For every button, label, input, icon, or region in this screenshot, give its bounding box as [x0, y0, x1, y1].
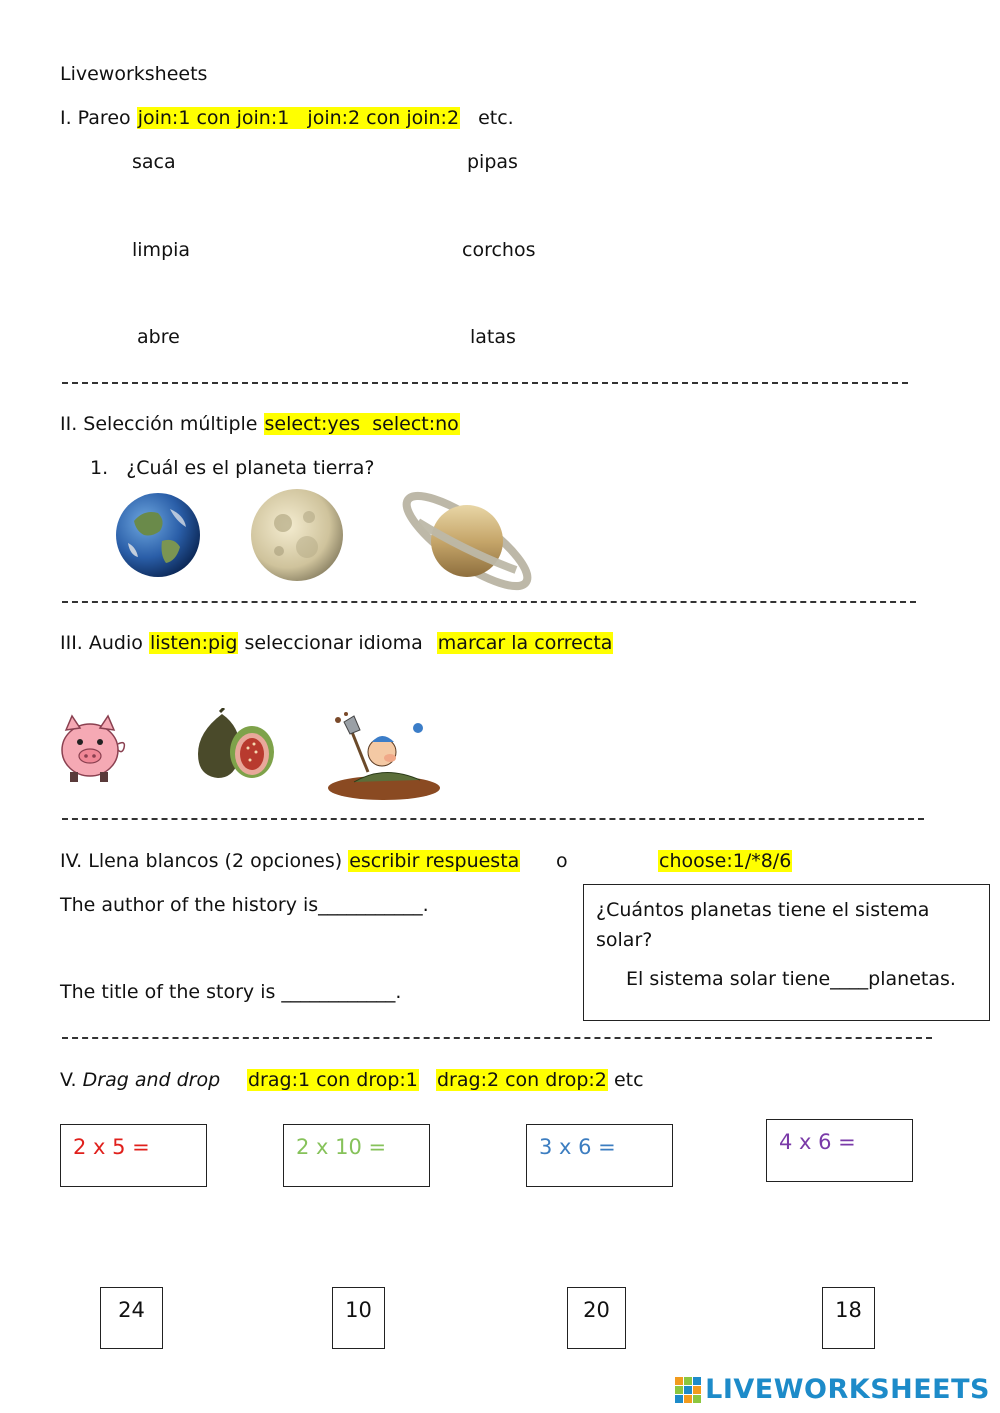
equation-1: 2 x 5 =: [73, 1135, 150, 1159]
divider: [62, 601, 916, 603]
match-left-item-3[interactable]: abre: [137, 326, 180, 348]
section-3-middle: seleccionar idioma: [244, 632, 423, 654]
question-1: [90, 457, 374, 479]
equation-4: 4 x 6 =: [779, 1130, 856, 1154]
fill-blank-title[interactable]: The title of the story is ____________.: [60, 981, 402, 1003]
planets-question: ¿Cuántos planetas tiene el sistema solar?: [596, 899, 930, 951]
section-4-heading: [60, 850, 520, 872]
equation-2: 2 x 10 =: [296, 1135, 387, 1159]
answer-value: 18: [835, 1298, 862, 1322]
answer-value: 10: [345, 1298, 372, 1322]
section-1-suffix: etc.: [478, 107, 514, 129]
fig-option[interactable]: [194, 708, 278, 780]
moon-option[interactable]: [249, 487, 345, 583]
match-left-item-2[interactable]: limpia: [132, 239, 191, 261]
digging-man-option[interactable]: [324, 712, 442, 802]
section-4-instruction-1: escribir respuesta: [349, 850, 520, 872]
section-3-instruction-2: marcar la correcta: [437, 632, 613, 654]
section-5-instruction-2-wrap: [436, 1069, 644, 1091]
liveworksheets-logo: [675, 1374, 990, 1405]
section-1-heading: [60, 107, 514, 129]
section-1-instructions: join:1 con join:1 join:2 con join:2: [137, 107, 460, 129]
question-number: 1.: [90, 457, 109, 479]
pig-option[interactable]: [58, 712, 128, 784]
logo-text: LIVEWORKSHEETS: [705, 1374, 990, 1405]
planets-question-box: [583, 884, 990, 1021]
divider: [62, 1037, 932, 1039]
section-2-prefix: II. Selección múltiple: [60, 413, 258, 435]
section-5-instruction-1: drag:1 con drop:1: [248, 1069, 418, 1091]
section-5-prefix: V.: [60, 1069, 77, 1091]
answer-value: 20: [583, 1298, 610, 1322]
section-4-or: o: [556, 850, 568, 872]
section-1-prefix: I. Pareo: [60, 107, 131, 129]
match-right-item-2[interactable]: corchos: [462, 239, 536, 261]
divider: [62, 818, 924, 820]
section-5-suffix: etc: [613, 1069, 644, 1091]
section-5-heading: [60, 1069, 220, 1091]
section-3-heading: [60, 632, 613, 654]
section-5-instruction-2: drag:2 con drop:2: [437, 1069, 607, 1091]
section-5-title: Drag and drop: [82, 1069, 221, 1091]
planets-answer[interactable]: El sistema solar tiene____planetas.: [626, 968, 956, 990]
fill-blank-author[interactable]: The author of the history is___________.: [60, 894, 429, 916]
section-3-prefix: III. Audio: [60, 632, 143, 654]
match-right-item-3[interactable]: latas: [470, 326, 516, 348]
divider: [62, 382, 908, 384]
drop-box-4[interactable]: [766, 1119, 913, 1182]
earth-option[interactable]: [114, 491, 202, 579]
section-3-instruction-1: listen:pig: [149, 632, 238, 654]
saturn-option[interactable]: [396, 482, 538, 600]
drop-box-2[interactable]: [283, 1124, 430, 1187]
answer-tile-4[interactable]: [822, 1287, 875, 1349]
logo-icon: [675, 1377, 701, 1403]
section-4-prefix: IV. Llena blancos (2 opciones): [60, 850, 343, 872]
section-2-instructions: select:yes select:no: [264, 413, 459, 435]
match-left-item-1[interactable]: saca: [132, 151, 176, 173]
drop-box-3[interactable]: [526, 1124, 673, 1187]
question-text: ¿Cuál es el planeta tierra?: [126, 457, 375, 479]
answer-value: 24: [118, 1298, 145, 1322]
match-right-item-1[interactable]: pipas: [467, 151, 518, 173]
answer-tile-1[interactable]: [100, 1287, 163, 1349]
answer-tile-3[interactable]: [567, 1287, 626, 1349]
equation-3: 3 x 6 =: [539, 1135, 616, 1159]
drop-box-1[interactable]: [60, 1124, 207, 1187]
page-title: Liveworksheets: [60, 63, 208, 85]
answer-tile-2[interactable]: [332, 1287, 385, 1349]
section-4-instruction-2: choose:1/*8/6: [659, 850, 792, 872]
section-2-heading: [60, 413, 460, 435]
